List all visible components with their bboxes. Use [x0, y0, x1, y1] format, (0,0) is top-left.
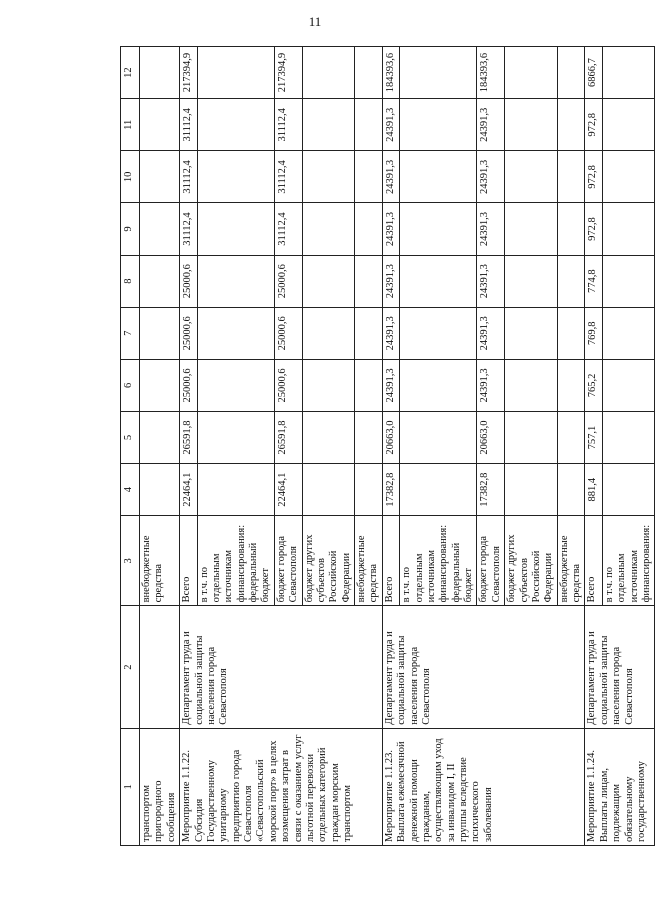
source-cell: в т.ч. по отдельным источникам финансирования:	[602, 516, 655, 606]
value-cell: 24391,3	[477, 99, 505, 151]
value-cell	[355, 99, 383, 151]
source-cell: бюджет города Севастополя	[477, 516, 505, 606]
measure-name-cell: транспортом пригородного сообщения	[140, 728, 180, 845]
value-cell: 24391,3	[382, 307, 399, 359]
value-cell: 20663,0	[477, 411, 505, 463]
header-cell: 7	[121, 307, 140, 359]
value-cell	[602, 464, 655, 516]
value-cell	[505, 464, 558, 516]
value-cell	[302, 255, 355, 307]
value-cell	[602, 47, 655, 99]
value-cell	[557, 464, 585, 516]
value-cell: 22464,1	[274, 464, 302, 516]
measure-1-1-22	[180, 47, 383, 846]
value-cell: 26591,8	[274, 411, 302, 463]
value-cell	[602, 203, 655, 255]
source-cell: в т.ч. по отдельным источникам финансирования: федеральный бюджет	[197, 516, 274, 606]
value-cell: 881,4	[585, 464, 602, 516]
measure-name-cell: Мероприятие 1.1.23. Выплата ежемесячной денежной помощи гражданам, осуществляющим уход за инвалидом I, II группы вследствие психического заболевания	[382, 728, 585, 845]
value-cell	[505, 411, 558, 463]
value-cell	[197, 359, 274, 411]
value-cell: 217394,9	[274, 47, 302, 99]
source-cell: бюджет города Севастополя	[274, 516, 302, 606]
value-cell	[302, 151, 355, 203]
value-cell	[197, 255, 274, 307]
value-cell	[505, 255, 558, 307]
value-cell	[302, 359, 355, 411]
value-cell	[197, 203, 274, 255]
table-row	[585, 47, 602, 846]
value-cell: 972,8	[585, 99, 602, 151]
header-cell: 9	[121, 203, 140, 255]
value-cell: 972,8	[585, 151, 602, 203]
page-number: 11	[308, 14, 322, 29]
value-cell: 24391,3	[477, 203, 505, 255]
header-cell: 11	[121, 99, 140, 151]
value-cell	[557, 307, 585, 359]
value-cell	[602, 99, 655, 151]
value-cell: 972,8	[585, 203, 602, 255]
value-cell	[557, 411, 585, 463]
header-cell: 3	[121, 516, 140, 606]
value-cell	[400, 47, 477, 99]
header-cell: 8	[121, 255, 140, 307]
value-cell: 22464,1	[180, 464, 197, 516]
value-cell	[197, 307, 274, 359]
value-cell: 26591,8	[180, 411, 197, 463]
value-cell: 6866,7	[585, 47, 602, 99]
value-cell	[400, 203, 477, 255]
value-cell	[355, 151, 383, 203]
value-cell: 24391,3	[477, 359, 505, 411]
value-cell	[602, 255, 655, 307]
header-cell: 5	[121, 411, 140, 463]
header-cell: 4	[121, 464, 140, 516]
value-cell: 24391,3	[382, 203, 399, 255]
value-cell	[302, 47, 355, 99]
executor-cell: Департамент труда и социальной защиты населения города Севастополя	[180, 606, 383, 728]
value-cell	[197, 151, 274, 203]
source-cell: Всего	[180, 516, 197, 606]
value-cell	[557, 47, 585, 99]
value-cell	[505, 151, 558, 203]
executor-cell: Департамент труда и социальной защиты населения города Севастополя	[585, 606, 655, 728]
value-cell	[400, 255, 477, 307]
value-cell: 769,8	[585, 307, 602, 359]
value-cell	[557, 255, 585, 307]
source-cell: бюджет других субъектов Российской Федерации	[302, 516, 355, 606]
funding-table	[120, 46, 655, 846]
header-cell: 1	[121, 728, 140, 845]
value-cell	[302, 203, 355, 255]
value-cell: 757,1	[585, 411, 602, 463]
value-cell	[400, 464, 477, 516]
source-cell: внебюджетные средства	[140, 516, 180, 606]
value-cell: 25000,6	[274, 307, 302, 359]
value-cell	[602, 411, 655, 463]
value-cell: 17382,8	[477, 464, 505, 516]
value-cell: 31112,4	[180, 99, 197, 151]
value-cell: 184393,6	[477, 47, 505, 99]
value-cell: 184393,6	[382, 47, 399, 99]
executor-cell: Департамент труда и социальной защиты населения города Севастополя	[382, 606, 585, 728]
value-cell	[602, 307, 655, 359]
value-cell	[355, 255, 383, 307]
value-cell: 24391,3	[477, 255, 505, 307]
value-cell: 24391,3	[382, 99, 399, 151]
value-cell: 24391,3	[477, 151, 505, 203]
value-cell	[400, 411, 477, 463]
source-cell: в т.ч. по отдельным источникам финансирования: федеральный бюджет	[400, 516, 477, 606]
header-row	[121, 47, 140, 846]
value-cell: 24391,3	[382, 255, 399, 307]
value-cell	[355, 411, 383, 463]
value-cell	[557, 151, 585, 203]
value-cell	[400, 359, 477, 411]
value-cell	[505, 99, 558, 151]
value-cell: 20663,0	[382, 411, 399, 463]
source-cell: бюджет других субъектов Российской Федерации	[505, 516, 558, 606]
value-cell: 31112,4	[274, 99, 302, 151]
header-cell: 2	[121, 606, 140, 728]
source-cell: внебюджетные средства	[355, 516, 383, 606]
value-cell	[505, 47, 558, 99]
value-cell	[302, 307, 355, 359]
value-cell: 217394,9	[180, 47, 197, 99]
value-cell	[400, 99, 477, 151]
value-cell	[557, 203, 585, 255]
header-cell: 12	[121, 47, 140, 99]
value-cell	[602, 151, 655, 203]
value-cell	[505, 359, 558, 411]
value-cell: 25000,6	[274, 255, 302, 307]
value-cell	[302, 411, 355, 463]
value-cell	[505, 203, 558, 255]
value-cell	[302, 99, 355, 151]
value-cell	[197, 464, 274, 516]
value-cell: 24391,3	[477, 307, 505, 359]
table-row	[140, 47, 180, 846]
value-cell	[602, 359, 655, 411]
value-cell	[197, 99, 274, 151]
value-cell: 31112,4	[180, 203, 197, 255]
value-cell	[557, 99, 585, 151]
value-cell: 31112,4	[180, 151, 197, 203]
value-cell	[197, 411, 274, 463]
source-cell: Всего	[382, 516, 399, 606]
table-row	[382, 47, 399, 846]
source-cell: внебюджетные средства	[557, 516, 585, 606]
value-cell: 25000,6	[180, 255, 197, 307]
value-cell	[355, 464, 383, 516]
value-cell	[400, 307, 477, 359]
measure-1-1-23	[382, 47, 585, 846]
value-cell	[302, 464, 355, 516]
measure-1-1-24	[585, 47, 655, 846]
value-cell: 765,2	[585, 359, 602, 411]
value-cell: 25000,6	[180, 307, 197, 359]
value-cell	[355, 359, 383, 411]
source-cell: Всего	[585, 516, 602, 606]
measure-name-cell: Мероприятие 1.1.24. Выплаты лицам, подлежащим обязательному государственному	[585, 728, 655, 845]
value-cell	[197, 47, 274, 99]
value-cell: 17382,8	[382, 464, 399, 516]
value-cell	[355, 203, 383, 255]
value-cell	[355, 47, 383, 99]
value-cell: 31112,4	[274, 151, 302, 203]
value-cell: 25000,6	[180, 359, 197, 411]
header-cell: 10	[121, 151, 140, 203]
value-cell	[557, 359, 585, 411]
value-cell	[355, 307, 383, 359]
value-cell: 24391,3	[382, 151, 399, 203]
value-cell: 24391,3	[382, 359, 399, 411]
rotated-table-container	[120, 46, 652, 846]
value-cell: 31112,4	[274, 203, 302, 255]
value-cell	[400, 151, 477, 203]
value-cell: 774,8	[585, 255, 602, 307]
measure-name-cell: Мероприятие 1.1.22. Субсидия Государственному унитарному предприятию города Севастополя «Севастопольский морской порт» в целях возмещения затрат в связи с оказанием услуг льготной перевозки отдельных категорий граждан морским транспортом	[180, 728, 383, 845]
executor-cell	[140, 606, 180, 728]
value-cell	[505, 307, 558, 359]
header-cell: 6	[121, 359, 140, 411]
table-row	[180, 47, 197, 846]
value-cell: 25000,6	[274, 359, 302, 411]
